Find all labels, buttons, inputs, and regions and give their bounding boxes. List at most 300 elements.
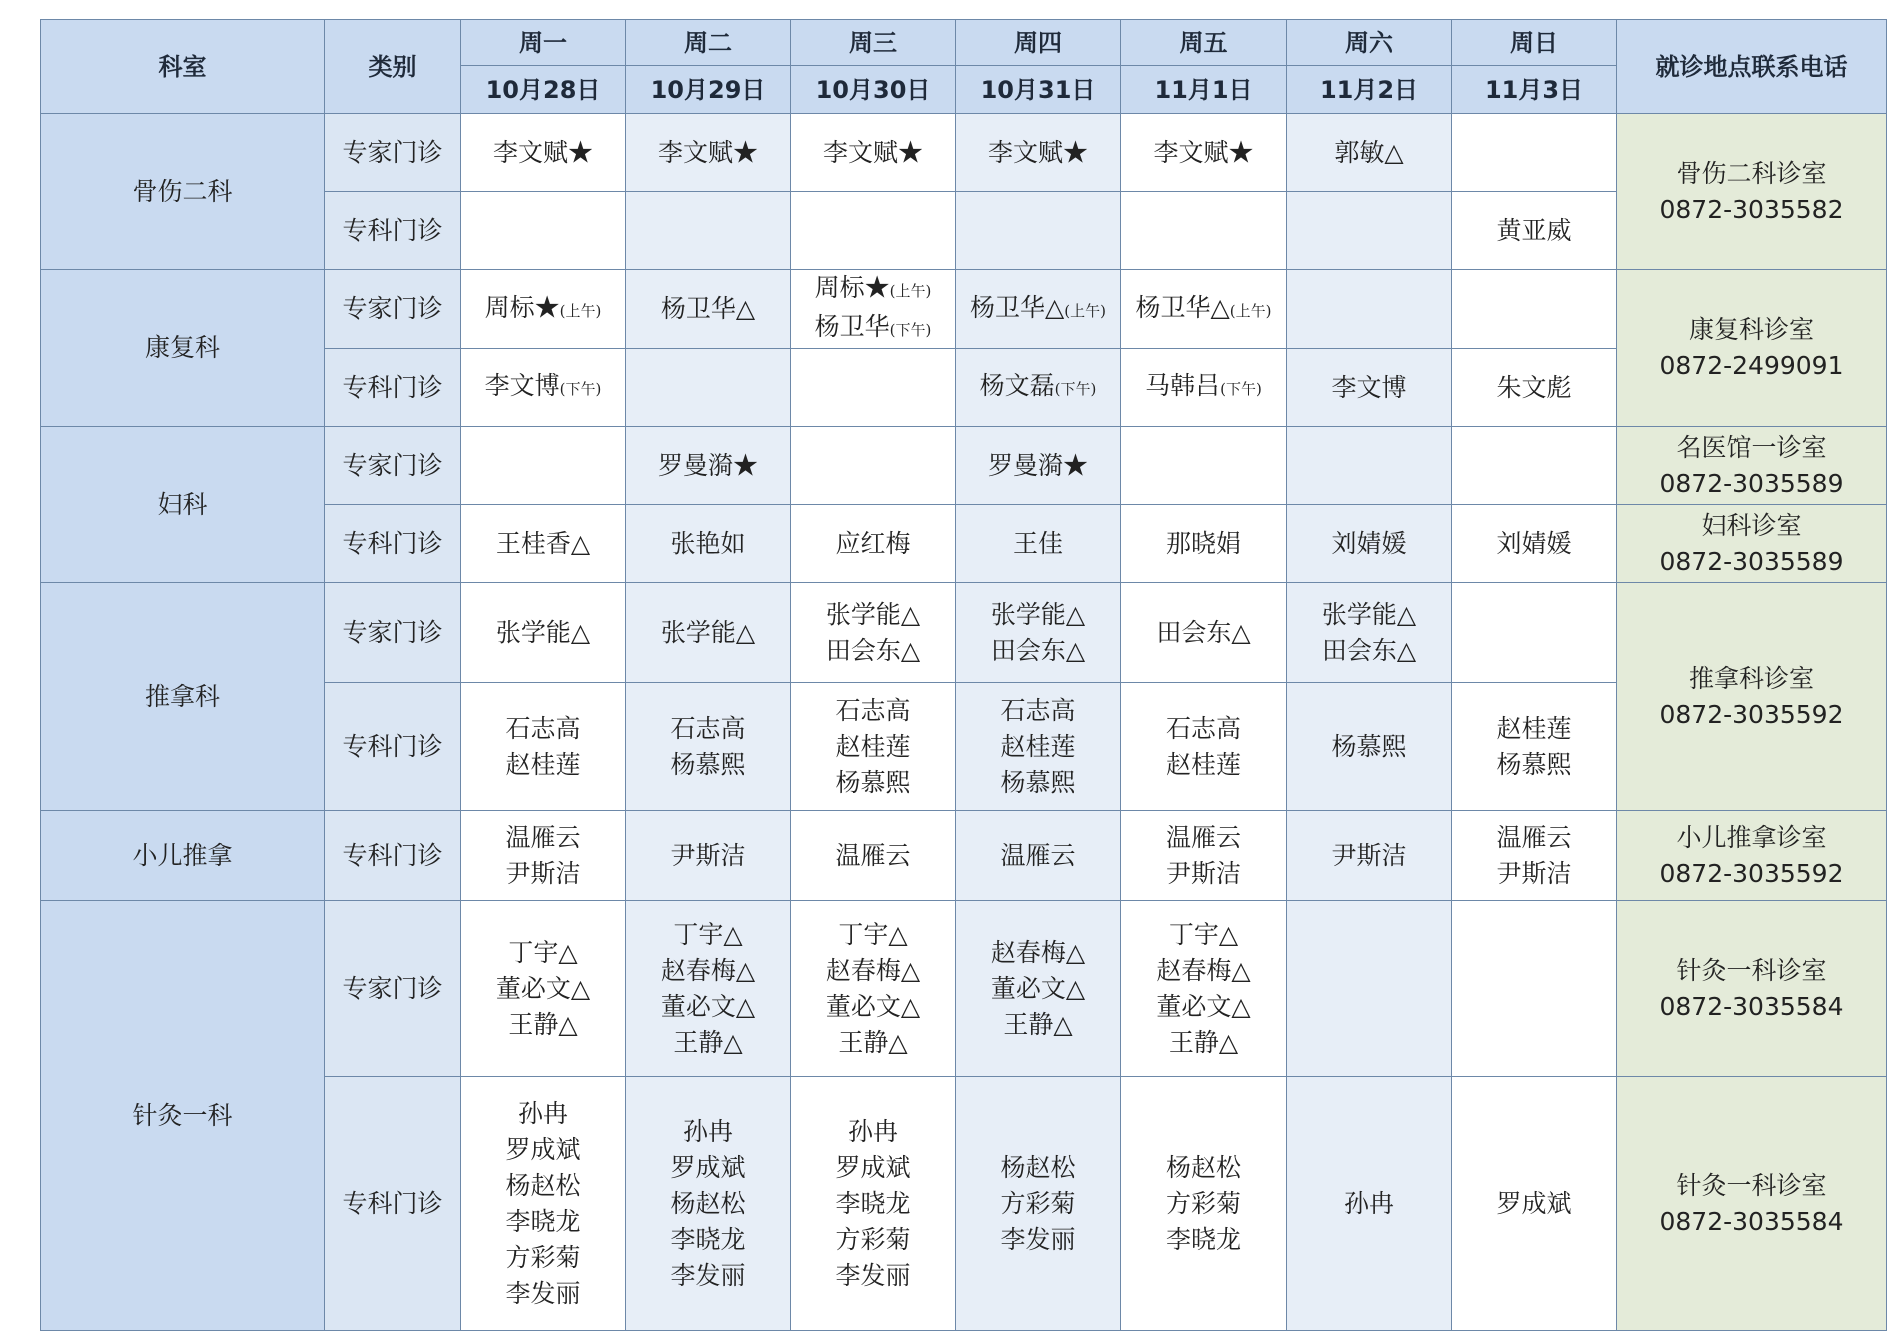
doctor-name bbox=[956, 526, 1120, 562]
doctor-name-text: 石志高 bbox=[670, 713, 746, 743]
doctor-name-text: 张学能△ bbox=[990, 599, 1086, 629]
doctor-name-text: 朱文彪 bbox=[1496, 372, 1572, 402]
doctor-name bbox=[626, 291, 790, 327]
department-name: 小儿推拿 bbox=[41, 811, 325, 901]
doctor-name bbox=[461, 711, 625, 747]
doctor-name bbox=[1121, 290, 1286, 329]
doctor-cell bbox=[461, 192, 626, 270]
doctor-name bbox=[956, 597, 1120, 633]
doctor-name-text: 赵桂莲 bbox=[1496, 713, 1572, 743]
doctor-cell bbox=[791, 583, 956, 683]
doctor-name bbox=[1452, 526, 1616, 562]
doctor-name bbox=[956, 838, 1120, 874]
doctor-name-text: 丁宇△ bbox=[1168, 919, 1239, 949]
doctor-name-text: 李文赋★ bbox=[657, 137, 758, 167]
location-contact bbox=[1617, 901, 1887, 1077]
doctor-cell bbox=[626, 901, 791, 1077]
doctor-cell bbox=[626, 114, 791, 192]
doctor-cell bbox=[1287, 901, 1452, 1077]
doctor-cell bbox=[956, 427, 1121, 505]
doctor-name bbox=[1121, 1025, 1286, 1061]
doctor-name bbox=[461, 747, 625, 783]
doctor-name bbox=[461, 290, 625, 329]
doctor-name-text: 罗曼漪★ bbox=[987, 450, 1088, 480]
doctor-name bbox=[956, 135, 1120, 171]
clinic-type: 专科门诊 bbox=[325, 683, 461, 811]
doctor-name-text: 李发丽 bbox=[505, 1278, 581, 1308]
doctor-name-text: 张艳如 bbox=[670, 528, 746, 558]
doctor-name bbox=[1287, 633, 1451, 669]
doctor-cell bbox=[956, 583, 1121, 683]
doctor-name-text: 杨赵松 bbox=[1000, 1152, 1076, 1182]
doctor-name-text: 石志高 bbox=[835, 695, 911, 725]
doctor-name-text: 周标★ bbox=[484, 292, 560, 322]
doctor-cell bbox=[956, 114, 1121, 192]
doctor-name-text: 田会东△ bbox=[825, 635, 921, 665]
doctor-name bbox=[791, 1025, 955, 1061]
doctor-cell bbox=[791, 811, 956, 901]
clinic-type: 专科门诊 bbox=[325, 1077, 461, 1331]
doctor-cell bbox=[1287, 270, 1452, 349]
weekday-header: 周六 bbox=[1287, 20, 1452, 66]
doctor-cell bbox=[791, 427, 956, 505]
doctor-name-text: 尹斯洁 bbox=[670, 840, 746, 870]
doctor-name bbox=[791, 765, 955, 801]
weekday-header: 周二 bbox=[626, 20, 791, 66]
doctor-name-text: 赵春梅△ bbox=[825, 955, 921, 985]
doctor-name bbox=[791, 597, 955, 633]
doctor-name-text: 李晓龙 bbox=[505, 1206, 581, 1236]
doctor-name-text: 刘婧媛 bbox=[1331, 528, 1407, 558]
doctor-cell bbox=[461, 811, 626, 901]
doctor-name-text: 杨卫华△ bbox=[1135, 292, 1230, 322]
doctor-cell bbox=[1452, 505, 1617, 583]
location-contact bbox=[1617, 505, 1887, 583]
doctor-name bbox=[1121, 526, 1286, 562]
phone-number: 0872-3035589 bbox=[1659, 546, 1844, 576]
doctor-name-text: 刘婧媛 bbox=[1496, 528, 1572, 558]
doctor-name-text: 杨卫华△ bbox=[970, 292, 1065, 322]
doctor-name bbox=[1452, 856, 1616, 892]
weekday-header: 周一 bbox=[461, 20, 626, 66]
location-contact bbox=[1617, 811, 1887, 901]
doctor-name-text: 郭敏△ bbox=[1334, 137, 1404, 167]
doctor-name-text: 田会东△ bbox=[1156, 617, 1251, 647]
doctor-name bbox=[1121, 711, 1286, 747]
doctor-name-text: 李发丽 bbox=[1000, 1224, 1076, 1254]
doctor-cell bbox=[1121, 811, 1287, 901]
doctor-name-text: 杨文磊 bbox=[979, 371, 1055, 400]
doctor-name bbox=[791, 1258, 955, 1294]
doctor-name bbox=[1121, 917, 1286, 953]
doctor-cell bbox=[1452, 583, 1617, 683]
doctor-cell bbox=[1121, 427, 1287, 505]
doctor-name-text: 丁宇△ bbox=[838, 919, 908, 949]
doctor-cell bbox=[1121, 683, 1287, 811]
doctor-name bbox=[626, 747, 790, 783]
doctor-cell bbox=[791, 270, 956, 349]
date-header: 10月31日 bbox=[956, 66, 1121, 114]
doctor-name bbox=[461, 935, 625, 971]
doctor-name-text: 赵春梅△ bbox=[990, 937, 1086, 967]
session-note: (上午) bbox=[1229, 301, 1272, 320]
doctor-cell bbox=[791, 192, 956, 270]
location-contact bbox=[1617, 427, 1887, 505]
clinic-type: 专家门诊 bbox=[325, 583, 461, 683]
table-row bbox=[41, 901, 1887, 1077]
doctor-name bbox=[956, 693, 1120, 729]
doctor-cell bbox=[1287, 583, 1452, 683]
doctor-name-text: 李文赋★ bbox=[987, 137, 1088, 167]
doctor-name bbox=[1121, 989, 1286, 1025]
doctor-cell bbox=[461, 270, 626, 349]
doctor-name-text: 赵春梅△ bbox=[1156, 955, 1251, 985]
doctor-name bbox=[626, 526, 790, 562]
doctor-cell bbox=[626, 811, 791, 901]
doctor-name-text: 丁宇△ bbox=[508, 937, 578, 967]
doctor-name bbox=[1121, 1150, 1286, 1186]
doctor-cell bbox=[1121, 192, 1287, 270]
doctor-name bbox=[626, 1258, 790, 1294]
session-note: (上午) bbox=[1064, 301, 1106, 320]
doctor-cell bbox=[1121, 1077, 1287, 1331]
doctor-name-text: 马韩吕 bbox=[1145, 371, 1221, 400]
location-contact bbox=[1617, 114, 1887, 270]
doctor-cell bbox=[791, 349, 956, 427]
doctor-name bbox=[1452, 711, 1616, 747]
clinic-location: 针灸一科诊室 bbox=[1676, 955, 1827, 985]
doctor-cell bbox=[956, 192, 1121, 270]
doctor-name bbox=[791, 1150, 955, 1186]
clinic-location: 针灸一科诊室 bbox=[1676, 1170, 1827, 1200]
doctor-cell bbox=[1452, 901, 1617, 1077]
doctor-name bbox=[1452, 213, 1616, 249]
clinic-type: 专科门诊 bbox=[325, 349, 461, 427]
table-header bbox=[41, 20, 1887, 114]
location-contact bbox=[1617, 270, 1887, 427]
doctor-cell bbox=[461, 583, 626, 683]
table-row bbox=[41, 427, 1887, 505]
doctor-name-text: 赵春梅△ bbox=[660, 955, 756, 985]
doctor-name-text: 王桂香△ bbox=[495, 528, 591, 558]
doctor-cell bbox=[1452, 349, 1617, 427]
doctor-name-text: 董必文△ bbox=[990, 973, 1086, 1003]
doctor-name bbox=[791, 953, 955, 989]
doctor-cell bbox=[1452, 1077, 1617, 1331]
department-name: 推拿科 bbox=[41, 583, 325, 811]
doctor-cell bbox=[1287, 505, 1452, 583]
doctor-name-text: 杨慕熙 bbox=[835, 767, 911, 797]
location-contact bbox=[1617, 583, 1887, 811]
doctor-name-text: 李文赋★ bbox=[492, 137, 593, 167]
doctor-name-text: 董必文△ bbox=[825, 991, 921, 1021]
phone-number: 0872-3035592 bbox=[1659, 699, 1844, 729]
doctor-name bbox=[626, 615, 790, 651]
category-header: 类别 bbox=[325, 20, 461, 114]
doctor-name bbox=[461, 1096, 625, 1132]
doctor-name bbox=[626, 1222, 790, 1258]
doctor-name-text: 罗成斌 bbox=[505, 1134, 581, 1164]
clinic-type: 专家门诊 bbox=[325, 901, 461, 1077]
doctor-name-text: 石志高 bbox=[1000, 695, 1076, 725]
doctor-name-text: 黄亚威 bbox=[1496, 215, 1572, 245]
doctor-name bbox=[791, 270, 955, 309]
doctor-name bbox=[1287, 729, 1451, 765]
doctor-name-text: 王静△ bbox=[673, 1027, 743, 1057]
doctor-name-text: 田会东△ bbox=[990, 635, 1086, 665]
doctor-cell bbox=[1287, 114, 1452, 192]
doctor-cell bbox=[626, 192, 791, 270]
doctor-name bbox=[1452, 820, 1616, 856]
doctor-name-text: 李文博 bbox=[1331, 372, 1407, 402]
doctor-name-text: 尹斯洁 bbox=[1331, 840, 1407, 870]
clinic-location: 骨伤二科诊室 bbox=[1676, 158, 1827, 188]
doctor-name-text: 方彩菊 bbox=[1000, 1188, 1076, 1218]
doctor-cell bbox=[791, 114, 956, 192]
doctor-cell bbox=[626, 583, 791, 683]
doctor-name-text: 孙冉 bbox=[847, 1116, 898, 1146]
doctor-cell bbox=[1287, 811, 1452, 901]
department-name: 妇科 bbox=[41, 427, 325, 583]
date-header: 10月29日 bbox=[626, 66, 791, 114]
doctor-name-text: 温雁云 bbox=[1000, 840, 1076, 870]
doctor-cell bbox=[956, 505, 1121, 583]
doctor-name bbox=[791, 135, 955, 171]
doctor-name-text: 杨慕熙 bbox=[1000, 767, 1076, 797]
doctor-cell bbox=[1121, 349, 1287, 427]
doctor-name-text: 温雁云 bbox=[1165, 822, 1241, 852]
date-header: 10月28日 bbox=[461, 66, 626, 114]
doctor-name bbox=[626, 711, 790, 747]
doctor-name bbox=[1121, 820, 1286, 856]
doctor-name bbox=[626, 953, 790, 989]
weekday-header: 周日 bbox=[1452, 20, 1617, 66]
doctor-cell bbox=[956, 683, 1121, 811]
doctor-cell bbox=[1452, 270, 1617, 349]
date-header: 11月2日 bbox=[1287, 66, 1452, 114]
doctor-name-text: 李晓龙 bbox=[835, 1188, 911, 1218]
doctor-name-text: 王佳 bbox=[1012, 528, 1063, 558]
doctor-cell bbox=[461, 427, 626, 505]
clinic-location: 小儿推拿诊室 bbox=[1676, 822, 1827, 852]
doctor-cell bbox=[626, 349, 791, 427]
doctor-name bbox=[791, 693, 955, 729]
doctor-cell bbox=[791, 901, 956, 1077]
doctor-name bbox=[1121, 368, 1286, 407]
clinic-location: 康复科诊室 bbox=[1688, 315, 1814, 344]
doctor-name bbox=[956, 1186, 1120, 1222]
doctor-name-text: 李发丽 bbox=[670, 1260, 746, 1290]
clinic-location: 名医馆一诊室 bbox=[1676, 432, 1827, 462]
doctor-name bbox=[791, 838, 955, 874]
doctor-name bbox=[626, 1150, 790, 1186]
doctor-name bbox=[791, 1186, 955, 1222]
doctor-name bbox=[1121, 615, 1286, 651]
phone-number: 0872-3035584 bbox=[1659, 991, 1844, 1021]
doctor-name bbox=[461, 1132, 625, 1168]
doctor-name-text: 温雁云 bbox=[1496, 822, 1572, 852]
doctor-name-text: 赵桂莲 bbox=[835, 731, 911, 761]
doctor-name bbox=[1287, 370, 1451, 406]
doctor-name bbox=[461, 971, 625, 1007]
doctor-name bbox=[1452, 1186, 1616, 1222]
doctor-name bbox=[956, 368, 1120, 407]
doctor-name bbox=[461, 1168, 625, 1204]
doctor-name bbox=[626, 838, 790, 874]
doctor-cell bbox=[1452, 811, 1617, 901]
doctor-name-text: 丁宇△ bbox=[673, 919, 743, 949]
doctor-cell bbox=[1287, 427, 1452, 505]
table-row bbox=[41, 114, 1887, 192]
doctor-name bbox=[956, 1150, 1120, 1186]
doctor-cell bbox=[1287, 683, 1452, 811]
doctor-name bbox=[626, 1114, 790, 1150]
doctor-name bbox=[1287, 597, 1451, 633]
doctor-name bbox=[626, 448, 790, 484]
doctor-cell bbox=[791, 1077, 956, 1331]
doctor-name bbox=[461, 1204, 625, 1240]
table-row bbox=[41, 583, 1887, 683]
doctor-name-text: 周标★ bbox=[814, 273, 890, 302]
doctor-cell bbox=[1121, 583, 1287, 683]
doctor-name-text: 方彩菊 bbox=[505, 1242, 581, 1272]
doctor-name bbox=[1452, 370, 1616, 406]
doctor-name bbox=[626, 989, 790, 1025]
doctor-name-text: 李文赋★ bbox=[1153, 137, 1254, 167]
doctor-cell bbox=[626, 683, 791, 811]
doctor-name bbox=[956, 971, 1120, 1007]
doctor-name-text: 那晓娟 bbox=[1165, 528, 1241, 558]
clinic-location: 推拿科诊室 bbox=[1688, 663, 1814, 693]
phone-number: 0872-3035584 bbox=[1659, 1206, 1844, 1236]
doctor-name bbox=[791, 917, 955, 953]
session-note: (下午) bbox=[1054, 380, 1097, 398]
doctor-name-text: 石志高 bbox=[1165, 713, 1241, 743]
doctor-name bbox=[1121, 747, 1286, 783]
doctor-name bbox=[791, 1114, 955, 1150]
doctor-cell bbox=[626, 505, 791, 583]
department-name: 康复科 bbox=[41, 270, 325, 427]
doctor-name-text: 罗成斌 bbox=[835, 1152, 911, 1182]
doctor-name bbox=[461, 820, 625, 856]
doctor-cell bbox=[791, 505, 956, 583]
clinic-location: 妇科诊室 bbox=[1701, 510, 1802, 540]
schedule-body bbox=[41, 114, 1887, 1331]
doctor-name-text: 杨慕熙 bbox=[670, 749, 746, 779]
doctor-name bbox=[956, 290, 1120, 329]
doctor-cell bbox=[1287, 349, 1452, 427]
doctor-name-text: 董必文△ bbox=[495, 973, 591, 1003]
doctor-name bbox=[461, 615, 625, 651]
doctor-name bbox=[791, 729, 955, 765]
doctor-name bbox=[956, 1007, 1120, 1043]
doctor-cell bbox=[461, 683, 626, 811]
doctor-cell bbox=[461, 114, 626, 192]
doctor-name-text: 李文博 bbox=[484, 371, 560, 400]
doctor-cell bbox=[956, 1077, 1121, 1331]
doctor-cell bbox=[461, 1077, 626, 1331]
date-header: 11月1日 bbox=[1121, 66, 1287, 114]
department-header: 科室 bbox=[41, 20, 325, 114]
doctor-name bbox=[461, 135, 625, 171]
doctor-name-text: 方彩菊 bbox=[1165, 1188, 1241, 1218]
doctor-name-text: 罗曼漪★ bbox=[657, 450, 758, 480]
doctor-cell bbox=[1121, 505, 1287, 583]
doctor-name bbox=[1287, 1186, 1451, 1222]
doctor-name-text: 王静△ bbox=[1168, 1027, 1239, 1057]
doctor-name bbox=[1121, 1186, 1286, 1222]
doctor-name-text: 杨赵松 bbox=[670, 1188, 746, 1218]
doctor-name-text: 王静△ bbox=[508, 1009, 578, 1039]
doctor-name bbox=[791, 1222, 955, 1258]
doctor-name-text: 李文赋★ bbox=[822, 137, 923, 167]
doctor-name bbox=[956, 448, 1120, 484]
table-row bbox=[41, 270, 1887, 349]
doctor-name-text: 方彩菊 bbox=[835, 1224, 911, 1254]
doctor-name-text: 董必文△ bbox=[660, 991, 756, 1021]
doctor-name bbox=[791, 526, 955, 562]
doctor-name bbox=[1121, 1222, 1286, 1258]
phone-number: 0872-3035582 bbox=[1659, 194, 1844, 224]
doctor-name-text: 赵桂莲 bbox=[1165, 749, 1241, 779]
outpatient-schedule-table bbox=[40, 19, 1887, 1331]
doctor-cell bbox=[461, 505, 626, 583]
clinic-type: 专科门诊 bbox=[325, 505, 461, 583]
doctor-name bbox=[1452, 747, 1616, 783]
department-name: 骨伤二科 bbox=[41, 114, 325, 270]
session-note: (下午) bbox=[559, 380, 602, 398]
doctor-name bbox=[1121, 135, 1286, 171]
doctor-name bbox=[626, 917, 790, 953]
location-header: 就诊地点联系电话 bbox=[1617, 20, 1887, 114]
doctor-cell bbox=[626, 1077, 791, 1331]
session-note: (下午) bbox=[889, 321, 932, 339]
doctor-name-text: 石志高 bbox=[505, 713, 581, 743]
doctor-cell bbox=[1121, 270, 1287, 349]
doctor-name bbox=[461, 1007, 625, 1043]
doctor-name bbox=[956, 729, 1120, 765]
doctor-name-text: 张学能△ bbox=[495, 617, 591, 647]
date-header: 10月30日 bbox=[791, 66, 956, 114]
doctor-cell bbox=[1121, 114, 1287, 192]
doctor-cell bbox=[1452, 427, 1617, 505]
doctor-name-text: 杨卫华 bbox=[814, 312, 890, 341]
doctor-cell bbox=[1452, 114, 1617, 192]
clinic-type: 专家门诊 bbox=[325, 270, 461, 349]
doctor-name bbox=[791, 309, 955, 348]
doctor-name-text: 杨慕熙 bbox=[1496, 749, 1572, 779]
doctor-name bbox=[956, 935, 1120, 971]
doctor-name-text: 王静△ bbox=[838, 1027, 908, 1057]
phone-number: 0872-3035592 bbox=[1659, 858, 1844, 888]
weekday-header: 周五 bbox=[1121, 20, 1287, 66]
doctor-cell bbox=[626, 270, 791, 349]
doctor-name bbox=[1287, 838, 1451, 874]
doctor-cell bbox=[956, 811, 1121, 901]
doctor-cell bbox=[1287, 192, 1452, 270]
doctor-name bbox=[1121, 953, 1286, 989]
doctor-cell bbox=[956, 270, 1121, 349]
doctor-name-text: 孙冉 bbox=[1343, 1188, 1394, 1218]
session-note: (上午) bbox=[889, 282, 932, 300]
doctor-name-text: 李晓龙 bbox=[1165, 1224, 1241, 1254]
doctor-name-text: 王静△ bbox=[1003, 1009, 1073, 1039]
doctor-cell bbox=[791, 683, 956, 811]
doctor-name bbox=[461, 856, 625, 892]
doctor-name-text: 温雁云 bbox=[505, 822, 581, 852]
doctor-name bbox=[626, 1186, 790, 1222]
weekday-header: 周四 bbox=[956, 20, 1121, 66]
